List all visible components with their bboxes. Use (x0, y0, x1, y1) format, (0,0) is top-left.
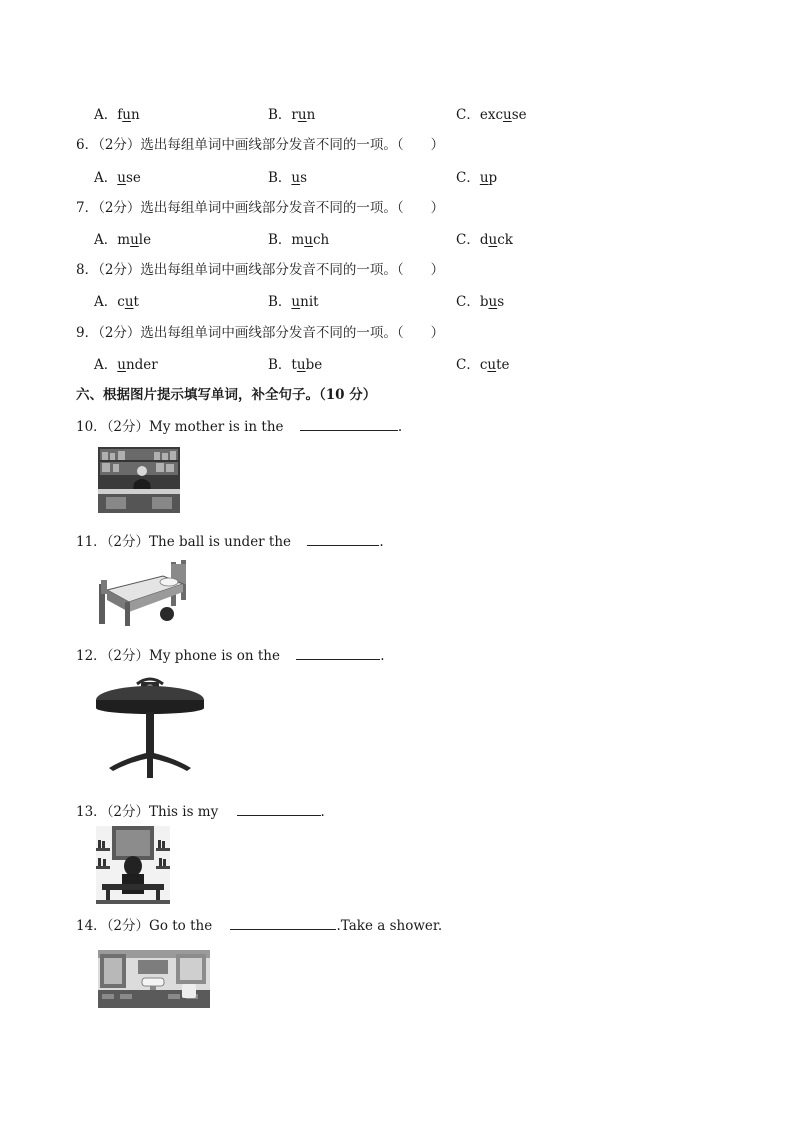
q5-option-c: C．excuse (456, 107, 527, 123)
q7-option-b: B．much (268, 232, 330, 248)
question-9: 9．（2分）选出每组单词中画线部分发音不同的一项。（ ） (76, 325, 445, 341)
answer-blank[interactable] (300, 418, 398, 431)
bathroom-picture (98, 950, 210, 1008)
question-7: 7．（2分）选出每组单词中画线部分发音不同的一项。（ ） (76, 200, 445, 216)
q6-option-a: A．use (94, 170, 141, 186)
question-14: 14．（2分）Go to the .Take a shower. (76, 918, 443, 934)
q5-option-b: B．run (268, 107, 316, 123)
q8-option-c: C．bus (456, 294, 505, 310)
answer-blank[interactable] (230, 917, 336, 930)
question-11: 11．（2分）The ball is under the . (76, 534, 384, 550)
q8-option-b: B．unit (268, 294, 319, 310)
q9-option-b: B．tube (268, 357, 323, 373)
bed-picture (99, 558, 187, 630)
q5-option-a: A．fun (94, 107, 140, 123)
question-8: 8．（2分）选出每组单词中画线部分发音不同的一项。（ ） (76, 262, 445, 278)
q7-option-a: A．mule (94, 232, 152, 248)
kitchen-picture (98, 447, 180, 513)
question-12: 12．（2分）My phone is on the . (76, 648, 385, 664)
question-10: 10．（2分）My mother is in the . (76, 419, 403, 435)
q9-option-c: C．cute (456, 357, 510, 373)
q8-option-a: A．cut (94, 294, 139, 310)
section-6-heading: 六、根据图片提示填写单词，补全句子。（10 分） (76, 387, 377, 403)
q9-option-a: A．under (94, 357, 158, 373)
table-picture (95, 676, 205, 780)
study-picture (96, 826, 170, 904)
answer-blank[interactable] (307, 533, 379, 546)
question-13: 13．（2分）This is my . (76, 804, 325, 820)
q6-option-b: B．us (268, 170, 308, 186)
q6-option-c: C．up (456, 170, 498, 186)
answer-blank[interactable] (237, 803, 321, 816)
q7-option-c: C．duck (456, 232, 513, 248)
question-6: 6．（2分）选出每组单词中画线部分发音不同的一项。（ ） (76, 137, 445, 153)
answer-blank[interactable] (296, 647, 380, 660)
